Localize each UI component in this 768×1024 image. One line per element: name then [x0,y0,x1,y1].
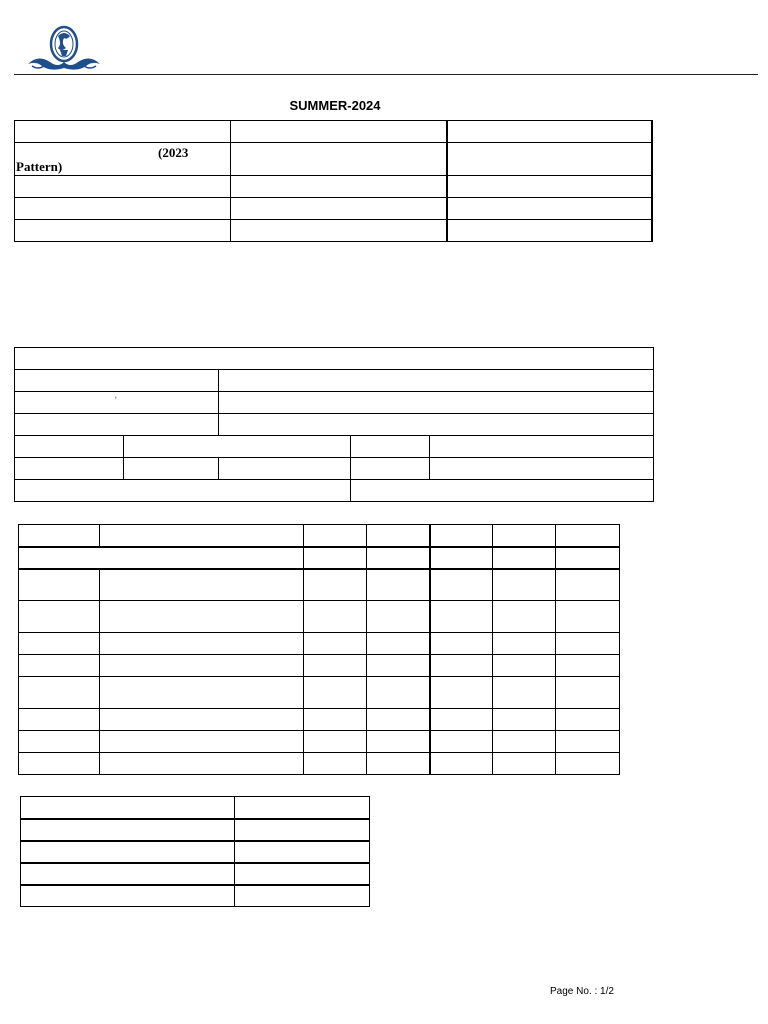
table-cell [19,753,100,775]
table-cell [430,753,493,775]
table-cell [430,731,493,753]
table-cell [21,841,235,863]
marks-table [18,524,620,775]
table-cell [493,633,556,655]
table-cell [493,655,556,677]
table-row [19,601,620,633]
table-cell [124,436,351,458]
table-cell [367,731,430,753]
table-cell [351,458,430,480]
table-cell [19,655,100,677]
table-cell [100,633,304,655]
table-cell [19,677,100,709]
table-cell [447,121,652,143]
table-cell [556,709,620,731]
table-cell [493,569,556,601]
table-row [19,709,620,731]
table-cell [304,709,367,731]
table-cell [493,525,556,547]
table-cell [367,753,430,775]
table-cell [556,731,620,753]
table-cell [100,709,304,731]
table-cell [493,547,556,569]
table-cell [124,458,219,480]
table-cell [219,392,654,414]
table-cell [367,709,430,731]
table-row [15,370,654,392]
table-cell [556,547,620,569]
table-cell [367,601,430,633]
table-cell [21,885,235,907]
table-cell [15,436,124,458]
table-cell [15,198,231,220]
table-cell [351,436,430,458]
table-cell [100,569,304,601]
table-row [15,121,652,143]
table-row [15,392,654,414]
table-row [15,220,652,242]
table-row [19,753,620,775]
table-cell [556,753,620,775]
table-cell [15,121,231,143]
table-cell [367,655,430,677]
table-cell [493,731,556,753]
table-cell [100,601,304,633]
table-cell [100,677,304,709]
table-cell [235,863,370,885]
table-cell [235,885,370,907]
table-cell [351,480,654,502]
table-row [15,458,654,480]
table-cell [19,731,100,753]
table-row [15,436,654,458]
table-cell [100,753,304,775]
table-row [21,863,370,885]
table-cell [430,655,493,677]
table-cell [556,601,620,633]
table-row [15,414,654,436]
table-cell [430,436,654,458]
table-cell [556,677,620,709]
table-cell [21,797,235,819]
table-cell [21,863,235,885]
table-cell [304,525,367,547]
table-row [21,885,370,907]
table-cell [231,176,447,198]
header-divider [14,74,758,75]
table-cell [219,458,351,480]
table-row [21,797,370,819]
table-cell [447,176,652,198]
table-row [15,480,654,502]
table-cell [231,220,447,242]
table-row [15,176,652,198]
table-cell [556,525,620,547]
table-cell [15,392,219,414]
table-cell [304,753,367,775]
table-cell [15,480,351,502]
table-cell [100,655,304,677]
table-cell [367,547,430,569]
table-cell [15,348,654,370]
table-row [21,841,370,863]
pattern-cell [15,143,231,176]
table-cell [231,121,447,143]
table-row [19,547,620,569]
table-cell [235,819,370,841]
table-cell [19,569,100,601]
table-cell [219,370,654,392]
table-row [15,143,652,176]
table-cell [219,414,654,436]
table-cell [430,677,493,709]
pattern-label-text: Pattern) [16,159,63,174]
table-cell [304,547,367,569]
table-cell [447,198,652,220]
table-cell [100,731,304,753]
table-cell [367,677,430,709]
table-cell [19,547,304,569]
table-cell [304,677,367,709]
table-row [19,677,620,709]
document-title: SUMMER-2024 [289,98,381,113]
table-cell [21,819,235,841]
table-cell [430,633,493,655]
table-cell [367,569,430,601]
table-cell [493,709,556,731]
table-cell [304,601,367,633]
table-cell [19,601,100,633]
table-cell [15,176,231,198]
table-cell [304,655,367,677]
table-cell [493,677,556,709]
table-cell [367,525,430,547]
table-cell [100,525,304,547]
table-row [19,525,620,547]
table-cell [15,220,231,242]
table-cell [19,525,100,547]
table-row [19,655,620,677]
university-crest-icon [24,22,104,72]
table-cell [15,370,219,392]
table-row [19,569,620,601]
table-cell [430,525,493,547]
table-cell [430,569,493,601]
table-cell [430,547,493,569]
table-cell [367,633,430,655]
comma-mark: ʼ [115,396,117,405]
table-cell [304,731,367,753]
table-cell [493,601,556,633]
table-cell [430,458,654,480]
table-row [15,198,652,220]
table-cell [447,220,652,242]
table-cell [19,709,100,731]
table-cell [304,633,367,655]
summary-table [20,796,370,907]
table-cell [430,709,493,731]
page-number: Page No. : 1/2 [550,986,614,997]
table-cell [304,569,367,601]
table-row [21,819,370,841]
table-cell [231,198,447,220]
pattern-year-text: (2023 [158,145,189,160]
table-cell [447,143,652,176]
table-cell [235,797,370,819]
table-cell [231,143,447,176]
student-details-table [14,347,654,502]
table-row [19,731,620,753]
table-row [19,633,620,655]
table-cell [15,414,219,436]
table-cell [15,458,124,480]
table-row [15,348,654,370]
table-cell [19,633,100,655]
table-cell [235,841,370,863]
table-cell [430,601,493,633]
table-cell [556,633,620,655]
exam-info-table [14,120,653,242]
table-cell [493,753,556,775]
table-cell [556,569,620,601]
table-cell [556,655,620,677]
